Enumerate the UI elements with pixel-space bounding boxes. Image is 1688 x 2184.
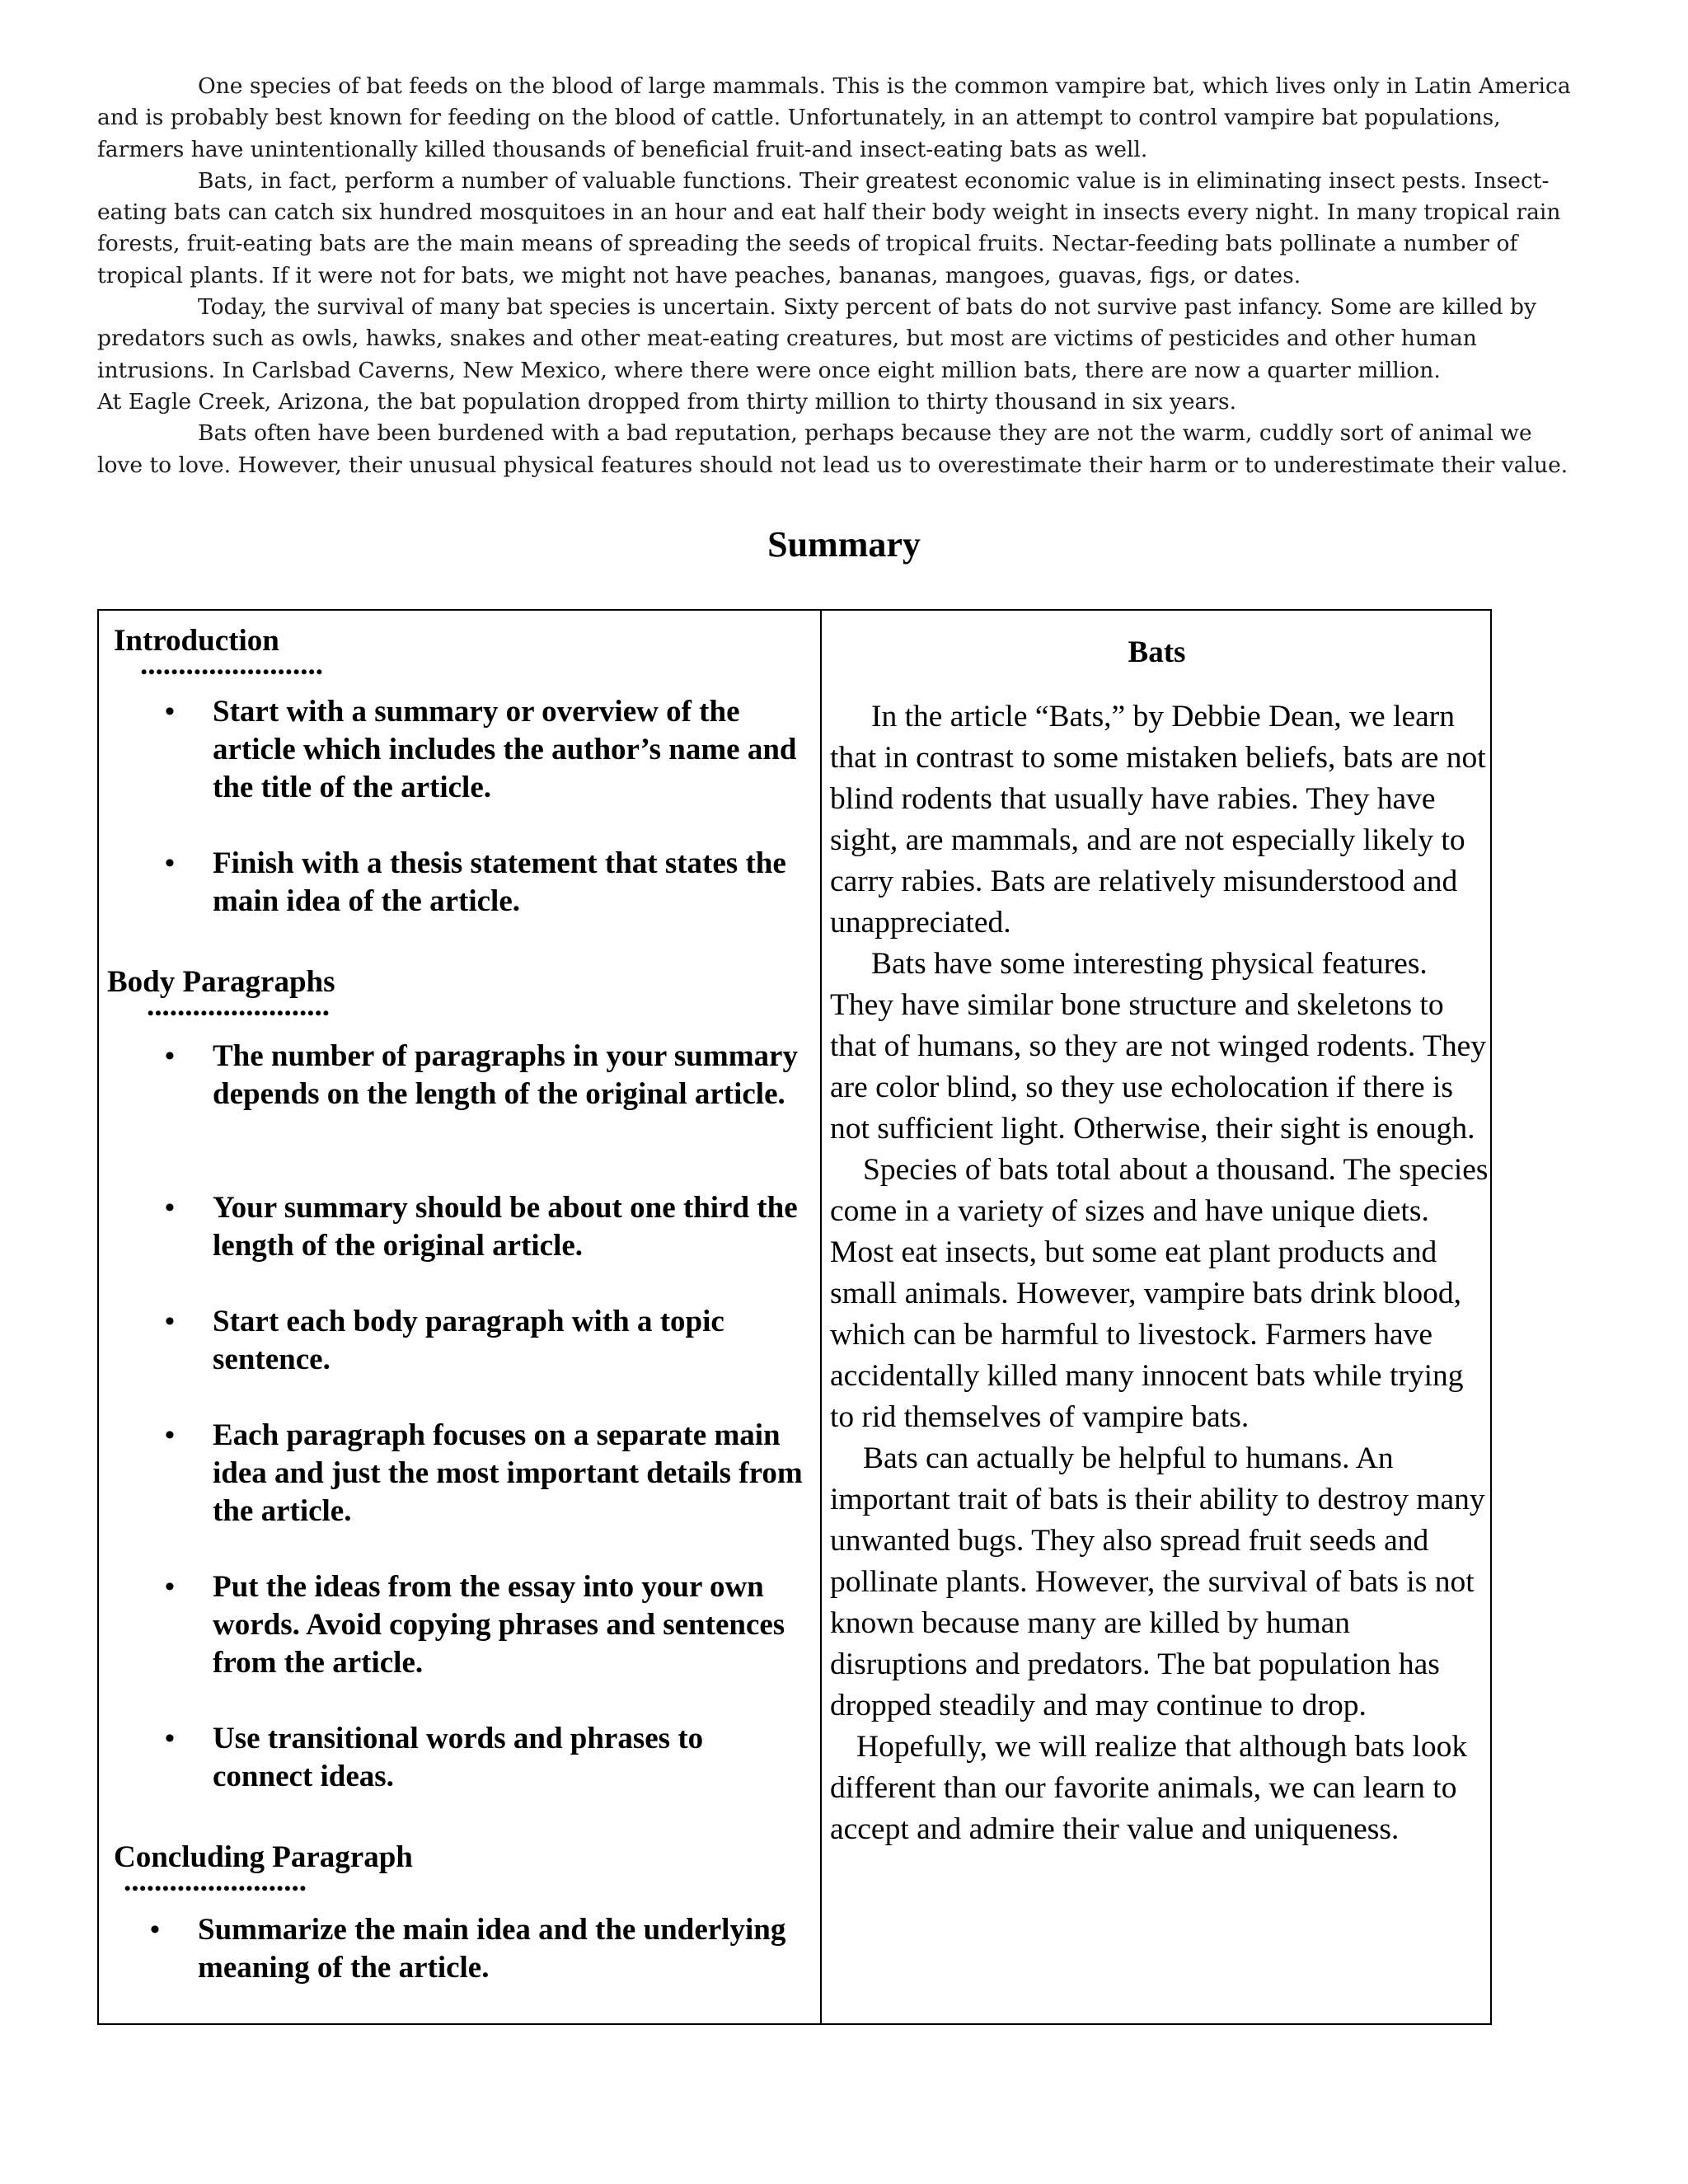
bullet-icon: • (150, 1915, 160, 1945)
bats-summary-text (830, 696, 1489, 1850)
bullet-icon: • (165, 696, 175, 727)
summary-paragraph: In the article “Bats,” by Debbie Dean, we learn that in contrast to some mistaken beliefs, bats are not blind rodents that usually have rabies. They have sight, are mammals, and are not especially likely to carry rabies. Bats are relatively misunderstood and unappreciated. (830, 700, 1486, 940)
bullet-icon: • (165, 848, 175, 879)
summary-title: Summary (767, 524, 921, 565)
list-item-text: Your summary should be about one third the length of the original article. (213, 1191, 798, 1263)
list-item-text: Use transitional words and phrases to connect ideas. (213, 1722, 704, 1793)
summary-paragraph: Bats can actually be helpful to humans. An important trait of bats is their ability to destroy many unwanted bugs. They also spread fruit seeds and pollinate plants. However, the survival of bats is not known because many are killed by human disruptions and predators. The bat population has dropped steadily and may continue to drop. (830, 1441, 1485, 1722)
article-paragraph: At Eagle Creek, Arizona, the bat population dropped from thirty million to thirty thousand in six years. (97, 388, 1237, 415)
list-item-text: Summarize the main idea and the underlying meaning of the article. (198, 1913, 786, 1985)
list-item-text: Start with a summary or overview of the article which includes the author’s name and the title of the article. (213, 695, 797, 804)
list-item-text: Finish with a thesis statement that states the main idea of the article. (213, 846, 786, 918)
body-paragraphs-heading: Body Paragraphs (107, 965, 335, 999)
summary-table (97, 609, 1492, 2025)
article-excerpt (97, 71, 1581, 481)
dotted-rule: ........................ (124, 1864, 307, 1898)
introduction-heading: Introduction (114, 624, 279, 658)
bats-summary-title: Bats (1128, 635, 1186, 669)
list-item-text: Start each body paragraph with a topic sentence. (213, 1305, 724, 1376)
dotted-rule: ........................ (140, 648, 323, 682)
bullet-icon: • (165, 1306, 175, 1337)
article-paragraph: Bats, in fact, perform a number of valuable functions. Their greatest economic value is in eliminating insect pests. Insect- eating bats can catch six hundred mosquitoes in an hour and eat half their body weight in insects every night. In many tropical rain forests, fruit-eating bats are the main means of spreading the seeds of tropical fruits. Nectar-feeding bats pollinate a number of (97, 167, 1561, 257)
list-item-text: Put the ideas from the essay into your own words. Avoid copying phrases and sentences from the article. (213, 1570, 785, 1680)
article-paragraph: One species of bat feeds on the blood of large mammals. This is the common vampire bat, which lives only in Latin America and is probably best known for feeding on the blood of cattle. Unfortunately, in an attempt to control vampire bat populations, farmers have unintentionally killed thousands of beneficial fruit-and insect-eating bats as well. (97, 73, 1571, 162)
bullet-icon: • (165, 1193, 175, 1223)
bullet-icon: • (165, 1041, 175, 1071)
list-item-text: The number of paragraphs in your summary depends on the length of the original article. (213, 1039, 798, 1111)
bullet-icon: • (165, 1420, 175, 1451)
guidelines-column (99, 611, 820, 2023)
dotted-rule: ........................ (147, 989, 330, 1023)
bullet-icon: • (165, 1723, 175, 1754)
concluding-paragraph-heading: Concluding Paragraph (114, 1840, 413, 1874)
bullet-icon: • (165, 1572, 175, 1602)
summary-paragraph: Species of bats total about a thousand. The species come in a variety of sizes and have unique diets. Most eat insects, but some eat plant products and small animals. However, vampire bats drink blood, which can be harmful to livestock. Farmers have accidentally killed many innocent bats while trying to rid themselves of vampire bats. (830, 1153, 1489, 1434)
list-item-text: Each paragraph focuses on a separate main idea and just the most important details from the article. (213, 1418, 803, 1528)
article-paragraph: Bats often have been burdened with a bad reputation, perhaps because they are not the warm, cuddly sort of animal we love to love. However, their unusual physical features should not lead us to overestimate their harm or to underestimate their value. (97, 420, 1568, 478)
article-paragraph: Today, the survival of many bat species is uncertain. Sixty percent of bats do not survive past infancy. Some are killed by predators such as owls, hawks, snakes and other meat-eating creatures, but most are victims of pesticides and other human intrusions. In Carlsbad Caverns, New Mexico, where there were once eight million bats, there are now a quarter million. (97, 294, 1536, 383)
summary-paragraph: Hopefully, we will realize that although bats look different than our favorite animals, we can learn to accept and admire their value and uniqueness. (830, 1730, 1468, 1846)
bats-summary-column (822, 611, 1492, 2023)
summary-paragraph: Bats have some interesting physical features. They have similar bone structure and skeletons to that of humans, so they are not winged rodents. They are color blind, so they use echolocation if there is not sufficient light. Otherwise, their sight is enough. (830, 947, 1487, 1146)
article-paragraph: tropical plants. If it were not for bats, we might not have peaches, bananas, mangoes, guavas, figs, or dates. (97, 262, 1301, 288)
